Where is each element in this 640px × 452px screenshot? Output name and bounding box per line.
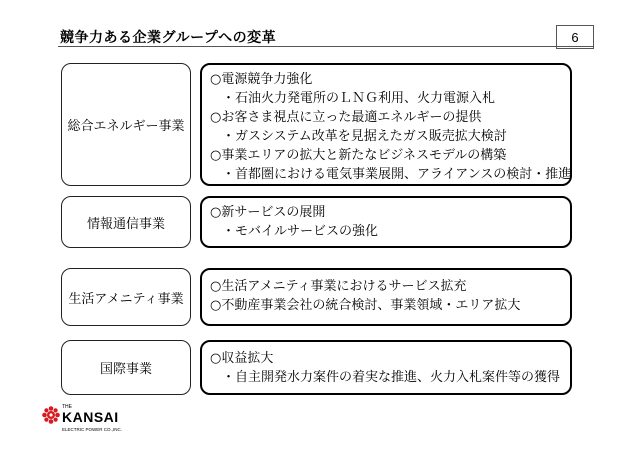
content-line: ○生活アメニティ事業におけるサービス拡充 <box>210 279 467 294</box>
content-line: ○新サービスの展開 <box>210 205 326 220</box>
content-line: ・ガスシステム改革を見据えたガス販売拡大検討 <box>222 129 507 144</box>
content-line: ○電源競争力強化 <box>210 72 313 87</box>
content-line: ・自主開発水力案件の着実な推進、火力入札案件等の獲得 <box>222 370 561 385</box>
content-line: ○事業エリアの拡大と新たなビジネスモデルの構築 <box>210 148 507 163</box>
kansai-logo-mark-icon <box>42 406 60 424</box>
logo-name-text: KANSAI <box>62 409 119 425</box>
logo-sub-text: ELECTRIC POWER CO.,INC. <box>62 427 123 432</box>
logo-the-text: THE <box>62 404 72 410</box>
content-line: ・首都圏における電気事業展開、アライアンスの検討・推進 <box>222 167 572 182</box>
content-line: ・石油火力発電所のＬＮＧ利用、火力電源入札 <box>222 91 496 106</box>
section-label-amenity: 生活アメニティ事業 <box>61 268 191 326</box>
company-logo <box>42 404 162 444</box>
page-number: 6 <box>556 25 594 49</box>
content-line: ○収益拡大 <box>210 351 274 366</box>
title-divider <box>58 46 593 47</box>
section-content-amenity <box>200 268 572 326</box>
content-line: ○不動産事業会社の統合検討、事業領域・エリア拡大 <box>210 298 521 313</box>
section-label-telecom: 情報通信事業 <box>61 196 191 248</box>
section-content-energy <box>200 63 572 186</box>
section-content-telecom <box>200 196 572 248</box>
page-title: 競争力ある企業グループへの変革 <box>60 30 277 46</box>
section-label-international: 国際事業 <box>61 340 191 395</box>
content-line: ・モバイルサービスの強化 <box>222 224 379 239</box>
section-content-international <box>200 340 572 395</box>
section-label-energy: 総合エネルギー事業 <box>61 63 191 186</box>
content-line: ○お客さま視点に立った最適エネルギーの提供 <box>210 110 482 125</box>
